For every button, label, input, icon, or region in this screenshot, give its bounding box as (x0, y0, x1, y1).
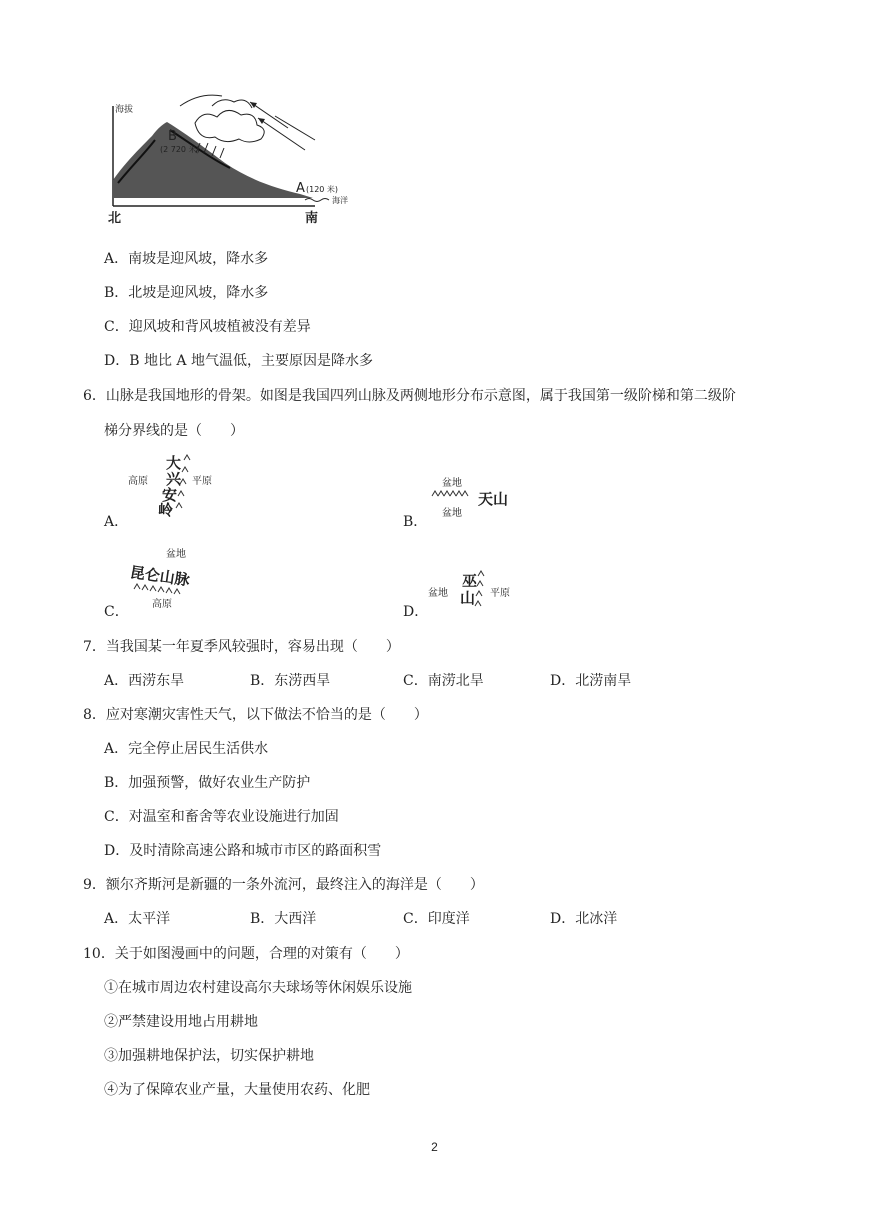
q8-stem: 8．应对寒潮灾害性天气，以下做法不恰当的是（ ） (83, 707, 428, 723)
basin-label-bottom: 盆地 (442, 508, 462, 519)
range-char-3: 安 (162, 486, 178, 504)
q6-option-c-letter: C． (104, 604, 129, 620)
q6-stem-line1: 6．山脉是我国地形的骨架。如图是我国四列山脉及两侧地形分布示意图，属于我国第一级阶梯和第二级阶 (83, 388, 736, 404)
q6-option-a-figure (126, 452, 226, 518)
basin-label: 盆地 (166, 549, 186, 560)
range-char-2: 山 (460, 589, 476, 607)
q5-option-d: D．B 地比 A 地气温低，主要原因是降水多 (104, 353, 373, 369)
ocean-label: 海洋 (332, 196, 348, 205)
q6-option-b-letter: B． (403, 514, 428, 530)
q5-option-b: B．北坡是迎风坡，降水多 (104, 285, 269, 301)
range-char-2: 兴 (166, 470, 182, 488)
point-b-label: B (168, 129, 177, 144)
point-b-altitude: (2 720 米) (160, 145, 200, 154)
q6-option-d-figure (426, 566, 526, 614)
q9-stem: 9．额尔齐斯河是新疆的一条外流河，最终注入的海洋是（ ） (83, 877, 484, 893)
q9-option-c: C．印度洋 (403, 911, 470, 927)
plain-label: 平原 (192, 476, 212, 487)
q7-option-d: D．北涝南旱 (550, 673, 632, 689)
q5-option-c: C．迎风坡和背风坡植被没有差异 (104, 319, 311, 335)
q7-stem: 7．当我国某一年夏季风较强时，容易出现（ ） (83, 639, 400, 655)
q8-option-d: D．及时清除高速公路和城市市区的路面积雪 (104, 843, 382, 859)
range-name: 昆仑山脉 (128, 563, 191, 590)
mountain-profile-figure (100, 88, 370, 228)
q6-option-a-letter: A． (104, 514, 129, 530)
range-char-1: 大 (166, 454, 182, 472)
plain-label: 平原 (490, 588, 510, 599)
point-a-altitude: (120 米) (306, 185, 339, 194)
q10-item-3: ③加强耕地保护法，切实保护耕地 (104, 1048, 314, 1064)
point-a-label: A (296, 181, 305, 196)
q10-item-2: ②严禁建设用地占用耕地 (104, 1014, 258, 1030)
q6-option-d-letter: D． (403, 604, 429, 620)
q9-option-b: B．大西洋 (250, 911, 317, 927)
q7-option-a: A．西涝东旱 (104, 673, 185, 689)
q8-option-c: C．对温室和畜舍等农业设施进行加固 (104, 809, 339, 825)
range-name: 天山 (478, 490, 509, 508)
q9-option-a: A．太平洋 (104, 911, 171, 927)
basin-label-top: 盆地 (442, 478, 462, 489)
range-char-4: 岭 (158, 501, 174, 518)
altitude-label: 海拔 (115, 105, 134, 115)
basin-label: 盆地 (428, 588, 448, 599)
q10-stem: 10．关于如图漫画中的问题，合理的对策有（ ） (83, 946, 409, 962)
q10-item-1: ①在城市周边农村建设高尔夫球场等休闲娱乐设施 (104, 980, 412, 996)
q9-option-d: D．北冰洋 (550, 911, 618, 927)
q6-stem-line2: 梯分界线的是（ ） (104, 423, 244, 439)
q6-option-b-figure (428, 474, 518, 522)
q7-option-c: C．南涝北旱 (403, 673, 484, 689)
q8-option-b: B．加强预警，做好农业生产防护 (104, 775, 311, 791)
south-label: 南 (305, 211, 319, 226)
page-number: 2 (431, 1140, 438, 1154)
plateau-label: 高原 (152, 599, 172, 610)
plateau-label: 高原 (128, 476, 148, 487)
q5-option-a: A．南坡是迎风坡，降水多 (104, 251, 269, 267)
north-label: 北 (108, 211, 122, 226)
q7-option-b: B．东涝西旱 (250, 673, 331, 689)
q6-option-c-figure (128, 545, 218, 611)
range-char-1: 巫 (462, 572, 478, 590)
q10-item-4: ④为了保障农业产量，大量使用农药、化肥 (104, 1082, 370, 1098)
q8-option-a: A．完全停止居民生活供水 (104, 741, 269, 757)
